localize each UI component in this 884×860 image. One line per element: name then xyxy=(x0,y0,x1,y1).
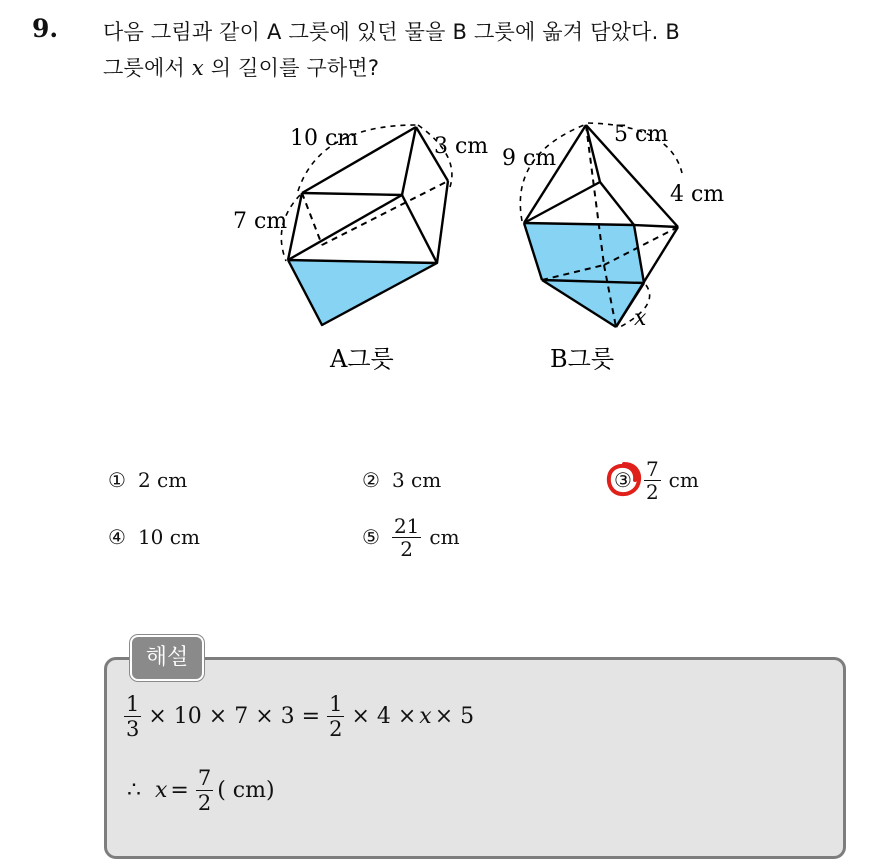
sol-fraction-2 xyxy=(327,692,344,741)
sol-line-2-unit: ( cm) xyxy=(217,778,275,803)
choice-2-number: ② xyxy=(362,468,380,492)
sol-fraction-2-num: 1 xyxy=(329,692,343,716)
container-a xyxy=(281,125,452,325)
sol-fraction-1 xyxy=(124,692,141,741)
solution-box xyxy=(104,657,846,859)
choice-4[interactable] xyxy=(108,517,200,557)
sol-fraction-2-den: 2 xyxy=(329,717,343,741)
choice-5-fraction xyxy=(392,515,421,560)
container-a-water xyxy=(288,260,437,325)
choice-3-number xyxy=(614,468,632,492)
caption-a: A그릇 xyxy=(330,345,394,373)
choice-3-unit: cm xyxy=(668,468,699,492)
label-a-3cm: 3 cm xyxy=(434,134,489,159)
label-b-4cm: 4 cm xyxy=(670,182,725,207)
choice-5[interactable] xyxy=(362,508,460,566)
container-figure xyxy=(220,115,740,385)
sol-line-1-middle: × 10 × 7 × 3 = xyxy=(148,704,321,729)
choice-1[interactable] xyxy=(108,460,187,500)
sol-fraction-3 xyxy=(196,766,213,815)
sol-line-1-rest-b: × 5 xyxy=(434,704,475,729)
choice-1-text: 2 cm xyxy=(137,468,188,492)
choice-2[interactable] xyxy=(362,460,441,500)
choice-5-number: ⑤ xyxy=(362,525,380,549)
sol-fraction-1-den: 3 xyxy=(126,717,140,741)
choice-4-text: 10 cm xyxy=(137,525,200,549)
sol-line-2-eq: = xyxy=(170,778,189,803)
choice-5-numerator: 21 xyxy=(393,513,420,538)
sol-line-2-var: x xyxy=(155,778,168,803)
choice-5-denominator: 2 xyxy=(400,536,414,561)
sol-fraction-3-den: 2 xyxy=(197,791,212,815)
choice-5-unit: cm xyxy=(429,525,460,549)
therefore-symbol: ∴ xyxy=(127,778,141,803)
choice-3-denominator: 2 xyxy=(645,479,659,504)
sol-line-1-var: x xyxy=(419,704,432,729)
question-text xyxy=(103,14,873,86)
choice-3-numerator: 7 xyxy=(645,456,659,481)
choice-1-number: ① xyxy=(108,468,126,492)
label-b-x: x xyxy=(634,306,647,331)
sol-line-1-rest-a: × 4 × xyxy=(351,704,417,729)
choice-3-fraction xyxy=(644,458,661,503)
solution-tab: 해설 xyxy=(130,635,204,681)
choice-4-number: ④ xyxy=(108,525,126,549)
question-line-2-suffix: 의 길이를 구하면? xyxy=(203,56,380,80)
solution-line-2 xyxy=(124,766,275,815)
label-a-7cm: 7 cm xyxy=(233,209,288,234)
sol-fraction-1-num: 1 xyxy=(126,692,140,716)
label-b-5cm: 5 cm xyxy=(614,122,669,147)
label-b-9cm: 9 cm xyxy=(502,146,557,171)
question-variable-x: x xyxy=(191,56,204,80)
sol-fraction-3-num: 7 xyxy=(197,766,212,790)
caption-b: B그릇 xyxy=(550,345,615,373)
question-line-1: 다음 그림과 같이 A 그릇에 있던 물을 B 그릇에 옮겨 담았다. B xyxy=(103,20,680,44)
question-line-2-prefix: 그릇에서 xyxy=(103,56,192,80)
question-line-2 xyxy=(103,50,873,86)
choice-2-text: 3 cm xyxy=(391,468,442,492)
solution-line-1 xyxy=(120,692,477,741)
question-number: 9. xyxy=(32,14,59,43)
choice-3[interactable] xyxy=(614,454,699,506)
label-a-10cm: 10 cm xyxy=(290,126,359,151)
choice-3-number-text: ③ xyxy=(614,468,632,492)
